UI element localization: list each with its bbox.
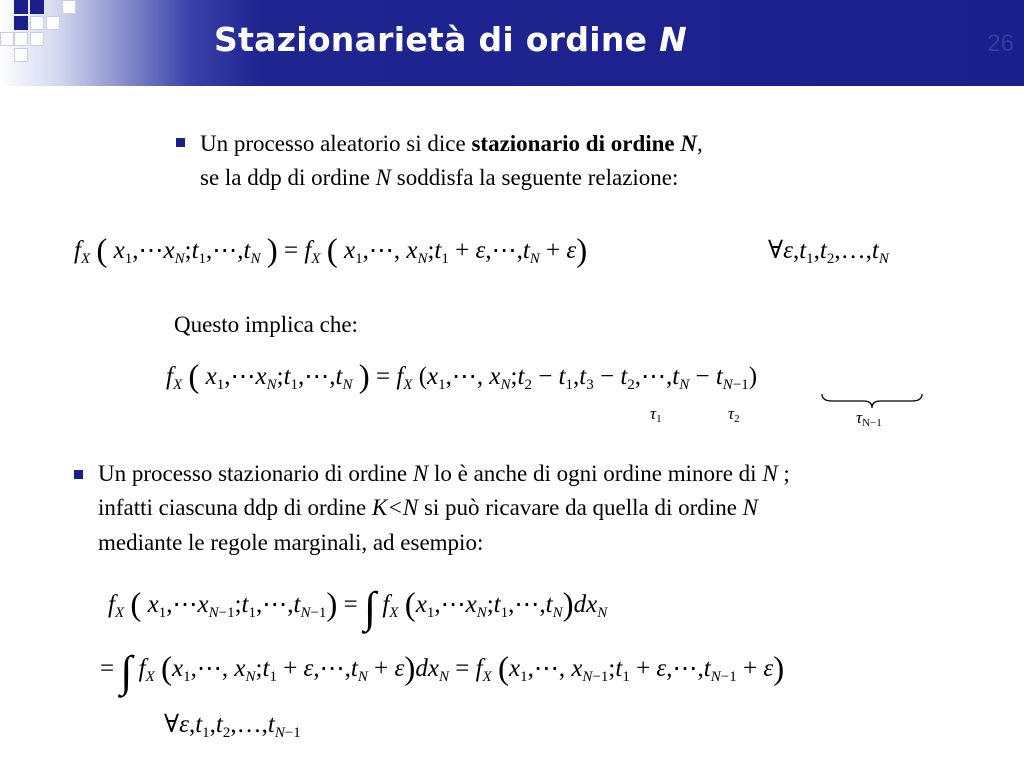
title-bar	[0, 0, 1024, 86]
bullet-marker	[176, 138, 185, 147]
bullet2-line1: Un processo stazionario di ordine N lo è anche di ogni ordine minore di N ;	[98, 461, 790, 486]
equation-time-differences: $f_X$ ( $x_1,\cdots x_N;t_1,\cdots,t_N$ ) = $f_X$ ($x_1,\cdots$, $x_N;t_2 - t_1,t_3$ − $t_2,\cdots,t_N - t_{N-1}$)	[166, 359, 758, 395]
implies-label: Questo implica che:	[174, 312, 358, 337]
bullet-marker	[74, 470, 83, 479]
equation-forall-1: $\forall\varepsilon,t_1,t_2,\dots,t_N$	[768, 237, 889, 267]
slide-title: Stazionarietà di ordine N	[214, 20, 688, 59]
tau-1-label: $\tau_1$	[650, 404, 662, 425]
equation-stationarity: $f_X$ ( $x_1,\cdots x_N;t_1,\cdots,t_N$ ) = $f_X$ ( $x_1,\cdots$, $x_N;t_1$ + $\varepsilon,\cdots,t_N + \varepsilon$)	[74, 233, 588, 269]
logo-icon	[0, 0, 80, 64]
page-number: 26	[987, 30, 1014, 57]
equation-marginal-shifted: = ∫ $f_X$ ($x_1,\cdots$, $x_N;t_1$ + $\varepsilon,\cdots,t_N + \varepsilon)dx_N = f_X$ ($x_1,\cdots$, $x_{N-1};t_1$ + $\varepsilon,\cdots,t_{N-1} + \varepsilon$)	[100, 647, 785, 696]
bullet1-line2: se la ddp di ordine N soddisfa la seguente relazione:	[200, 165, 679, 190]
bullet2-line2: infatti ciascuna ddp di ordine K<N si può ricavare da quella di ordine N	[98, 495, 758, 520]
bullet1-line1: Un processo aleatorio si dice stazionario di ordine N,	[200, 131, 703, 156]
bullet2-line3: mediante le regole marginali, ad esempio:	[98, 530, 484, 555]
tau-2-label: $\tau_2$	[728, 404, 740, 425]
equation-forall-2: $\forall\varepsilon,t_1,t_2,\dots,t_{N-1}$	[164, 711, 301, 741]
equation-marginal: $f_X$ ( $x_1,\cdots x_{N-1};t_1,\cdots,t_{N-1}$) = ∫ $f_X$ $(x_1,\cdots x_N;t_1,\cdots,t_N)dx_N$	[108, 583, 608, 632]
tau-n-minus-1-label: $\tau_{N-1}$	[856, 408, 882, 429]
